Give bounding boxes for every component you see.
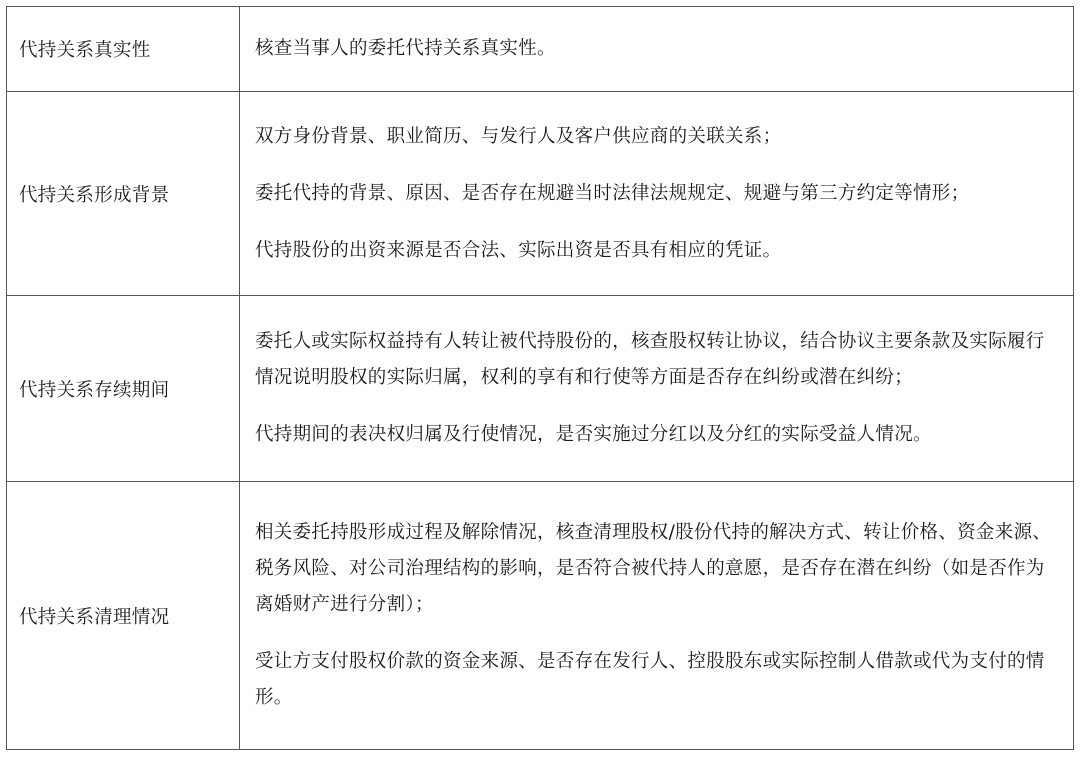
content-paragraph: 委托代持的背景、原因、是否存在规避当时法律法规规定、规避与第三方约定等情形； — [255, 182, 970, 204]
content-paragraph: 代持期间的表决权归属及行使情况，是否实施过分红以及分红的实际受益人情况。 — [255, 424, 932, 445]
table-row — [7, 296, 1074, 482]
content-paragraph: 双方身份背景、职业简历、与发行人及客户供应商的关联关系； — [255, 125, 782, 147]
row-content — [240, 296, 1074, 482]
table-row — [7, 482, 1074, 750]
table-row — [7, 7, 1074, 92]
row-label: 代持关系存续期间 — [7, 296, 240, 482]
due-diligence-table — [6, 6, 1074, 750]
row-label: 代持关系形成背景 — [7, 92, 240, 296]
row-content — [240, 7, 1074, 92]
row-content — [240, 482, 1074, 750]
content-paragraph: 受让方支付股权价款的资金来源、是否存在发行人、控股股东或实际控制人借款或代为支付的情形。 — [255, 651, 1045, 708]
content-paragraph: 代持股份的出资来源是否合法、实际出资是否具有相应的凭证。 — [255, 239, 782, 261]
row-content — [240, 92, 1074, 296]
content-paragraph: 相关委托持股形成过程及解除情况，核查清理股权/股份代持的解决方式、转让价格、资金来源、税务风险、对公司治理结构的影响，是否符合被代持人的意愿，是否存在潜在纠纷（如是否作为离婚财产进行分割）； — [255, 522, 1052, 615]
content-paragraph: 核查当事人的委托代持关系真实性。 — [255, 38, 556, 59]
content-paragraph: 委托人或实际权益持有人转让被代持股份的，核查股权转让协议，结合协议主要条款及实际履行情况说明股权的实际归属，权利的享有和行使等方面是否存在纠纷或潜在纠纷； — [255, 331, 1045, 388]
table-row — [7, 92, 1074, 296]
row-label: 代持关系真实性 — [7, 7, 240, 92]
row-label: 代持关系清理情况 — [7, 482, 240, 750]
